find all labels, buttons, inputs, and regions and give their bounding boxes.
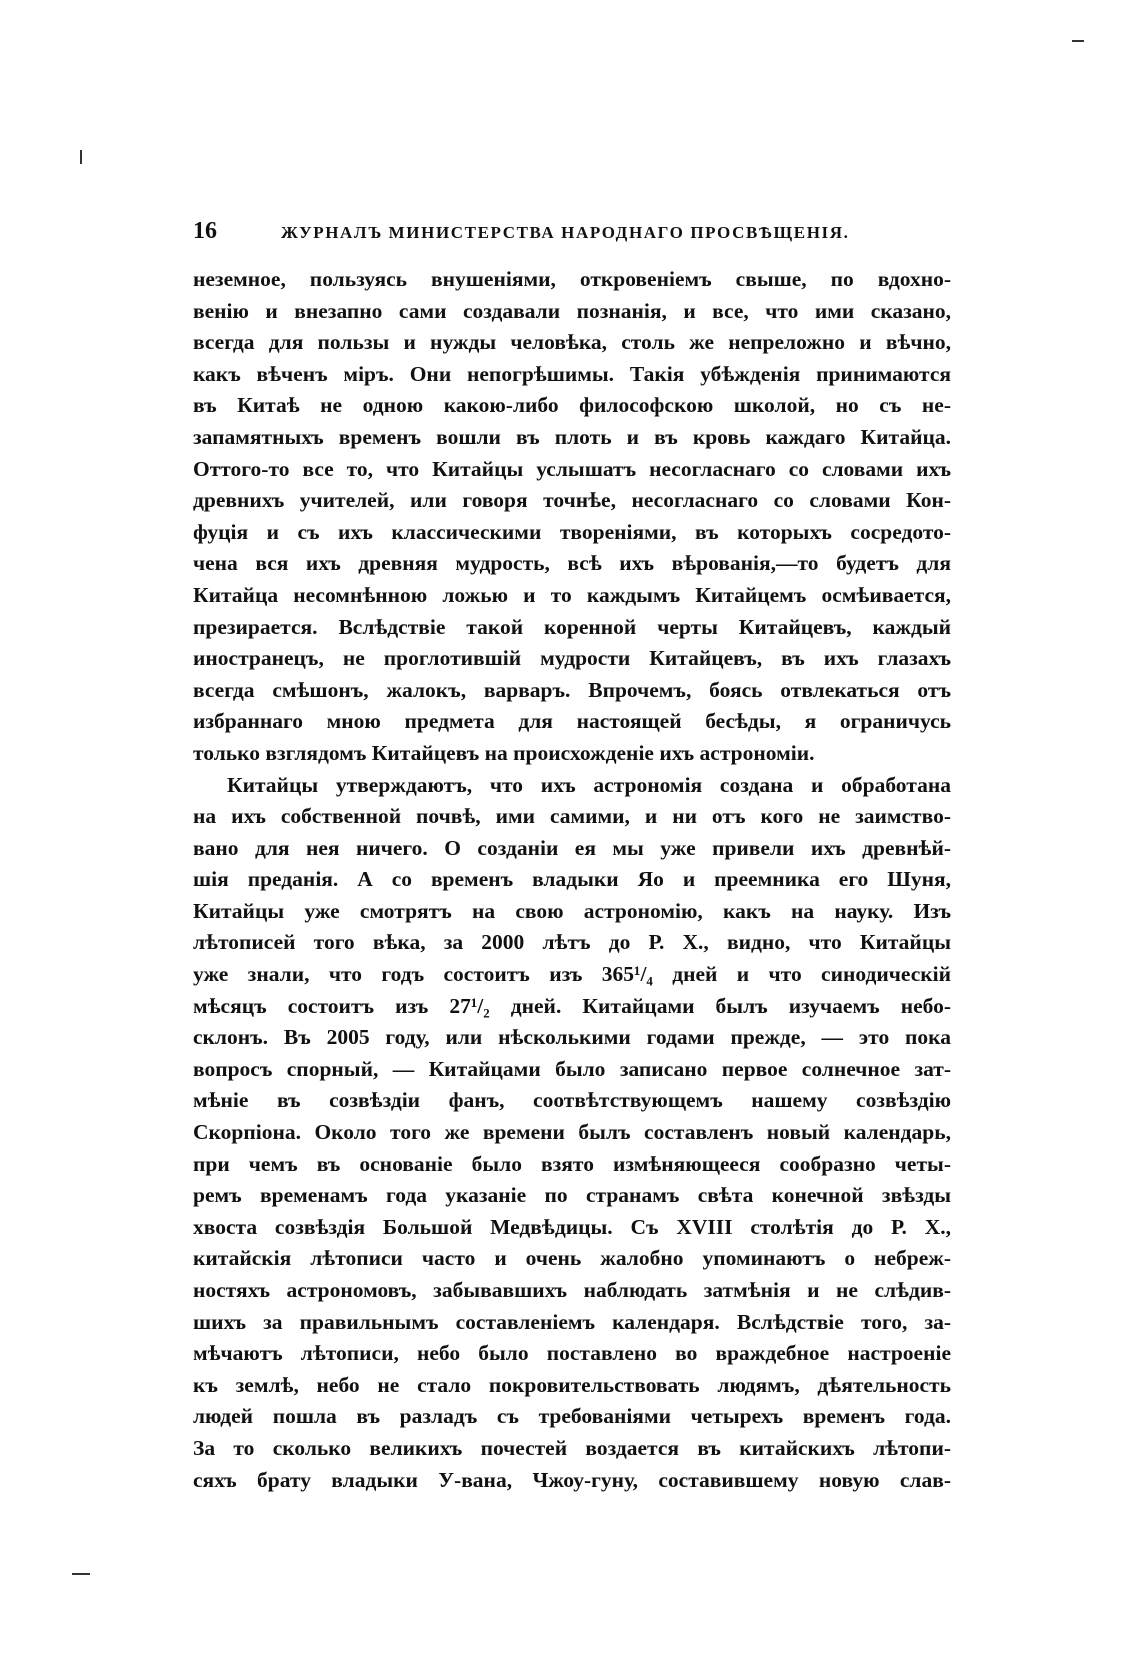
text-line: въ Китаѣ не одною какою-либо философскою школой, но съ не- (193, 393, 951, 418)
text-line: людей пошла въ разладъ съ требованіями четырехъ временъ года. (193, 1404, 951, 1429)
text-line: уже знали, что годъ состоитъ изъ 365¹/₄ дней и что синодическій (193, 962, 951, 987)
page-number: 16 (193, 218, 217, 244)
text-line: всегда для пользы и нужды человѣка, столь же непреложно и вѣчно, (193, 330, 951, 355)
text-line: китайскія лѣтописи часто и очень жалобно упоминаютъ о небреж- (193, 1246, 951, 1271)
text-line: Скорпіона. Около того же времени былъ составленъ новый календарь, (193, 1120, 951, 1145)
text-line: только взглядомъ Китайцевъ на происхожденіе ихъ астрономіи. (193, 740, 815, 765)
page-header (193, 218, 951, 248)
text-line: сяхъ брату владыки У-вана, Чжоу-гуну, составившему новую слав- (193, 1467, 951, 1492)
running-title: ЖУРНАЛЪ МИНИСТЕРСТВА НАРОДНАГО ПРОСВѢЩЕНІЯ. (281, 223, 850, 242)
text-line: вано для нея ничего. О созданіи ея мы уже привели ихъ древнѣй- (193, 835, 951, 860)
text-line: шія преданія. А со временъ владыки Яо и преемника его Шуня, (193, 867, 951, 892)
text-line: Оттого-то все то, что Китайцы услышатъ несогласнаго со словами ихъ (193, 456, 951, 481)
text-line: Китайцы уже смотрятъ на свою астрономію, какъ на науку. Изъ (193, 898, 951, 923)
text-line: мѣсяцъ состоитъ изъ 27¹/₂ дней. Китайцами былъ изучаемъ небо- (193, 993, 951, 1018)
text-line: ностяхъ астрономовъ, забывавшихъ наблюдать затмѣнія и не слѣдив- (193, 1278, 951, 1302)
text-line: къ землѣ, небо не стало покровительствовать людямъ, дѣятельность (193, 1372, 951, 1397)
text-line: лѣтописей того вѣка, за 2000 лѣтъ до Р. Х., видно, что Китайцы (193, 930, 951, 955)
body-text (193, 264, 951, 1496)
text-line: на ихъ собственной почвѣ, ими самими, и ни отъ кого не заимство- (193, 804, 951, 829)
text-line: ремъ временамъ года указаніе по странамъ свѣта конечной звѣзды (193, 1183, 951, 1208)
text-line: мѣніе въ созвѣздіи фанъ, соотвѣтствующемъ нашему созвѣздію (193, 1088, 951, 1113)
text-line: какъ вѣченъ міръ. Они непогрѣшимы. Такія убѣжденія принимаются (193, 361, 951, 386)
text-line: запамятныхъ временъ вошли въ плоть и въ кровь каждаго Китайца. (193, 424, 951, 449)
text-line: склонъ. Въ 2005 году, или нѣсколькими годами прежде, — это пока (193, 1025, 951, 1050)
text-line: Китайца несомнѣнною ложью и то каждымъ Китайцемъ осмѣивается, (193, 582, 951, 607)
text-line: презирается. Вслѣдствіе такой коренной черты Китайцевъ, каждый (193, 614, 951, 639)
text-line: неземное, пользуясь внушеніями, откровеніемъ свыше, по вдохно- (193, 267, 951, 291)
scan-mark (80, 150, 82, 164)
text-line: хвоста созвѣздія Большой Медвѣдицы. Съ XVIII столѣтія до Р. Х., (193, 1214, 951, 1239)
text-line: всегда смѣшонъ, жалокъ, варваръ. Впрочемъ, боясь отвлекаться отъ (193, 677, 951, 702)
text-line: иностранецъ, не проглотившій мудрости Китайцевъ, въ ихъ глазахъ (193, 646, 951, 671)
scan-mark (72, 1573, 90, 1575)
text-line: избраннаго мною предмета для настоящей бесѣды, я ограничусь (193, 709, 951, 734)
text-line: древнихъ учителей, или говоря точнѣе, несогласнаго со словами Кон- (193, 488, 951, 513)
text-line: фуція и съ ихъ классическими твореніями, въ которыхъ сосредото- (193, 519, 951, 544)
text-line: Китайцы утверждаютъ, что ихъ астрономія создана и обработана (227, 772, 951, 797)
text-line: венію и внезапно сами создавали познанія, и все, что ими сказано, (193, 298, 951, 323)
text-line: при чемъ въ основаніе было взято измѣняющееся сообразно четы- (193, 1151, 951, 1176)
text-line: шихъ за правильнымъ составленіемъ календаря. Вслѣдствіе того, за- (193, 1309, 951, 1334)
text-line: чена вся ихъ древняя мудрость, всѣ ихъ вѣрованія,—то будетъ для (193, 551, 951, 576)
text-line: вопросъ спорный, — Китайцами было записано первое солнечное зат- (193, 1056, 951, 1081)
text-line: За то сколько великихъ почестей воздается въ китайскихъ лѣтопи- (193, 1435, 951, 1460)
text-line: мѣчаютъ лѣтописи, небо было поставлено во враждебное настроеніе (193, 1341, 951, 1366)
scan-mark (1072, 40, 1084, 42)
